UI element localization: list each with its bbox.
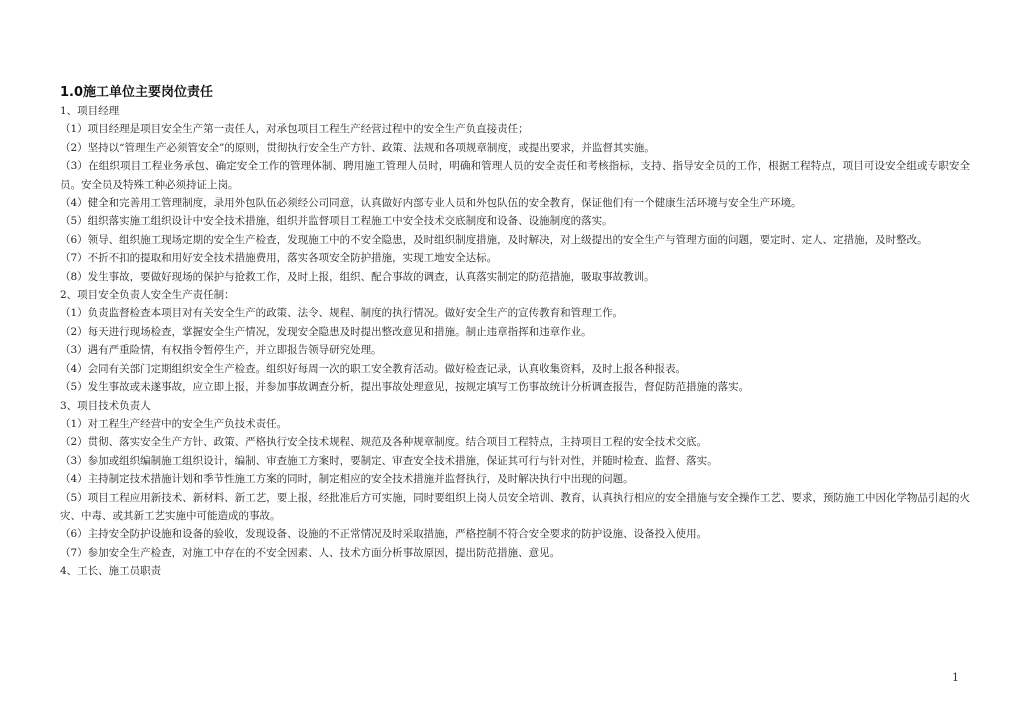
paragraph: （3）遇有严重险情，有权指令暂停生产，并立即报告领导研究处理。 bbox=[60, 344, 382, 357]
paragraph: （7）参加安全生产检查，对施工中存在的不安全因素、人、技术方面分析事故原因，提出防范措施、意见。 bbox=[60, 546, 561, 559]
paragraph: （6）领导、组织施工现场定期的安全生产检查，发现施工中的不安全隐患，及时组织制度措施，及时解决，对上级提出的安全生产与管理方面的问题，要定时、定人、定措施，及时整改。 bbox=[60, 233, 928, 246]
page-number: 1 bbox=[952, 671, 959, 684]
paragraph: （6）主持安全防护设施和设备的验收，发现设备、设施的不正常情况及时采取措施，严格控制不符合安全要求的防护设施、设备投入使用。 bbox=[60, 528, 708, 541]
paragraph: （2）贯彻、落实安全生产方针、政策、严格执行安全技术规程、规范及各种规章制度。结合项目工程特点，主持项目工程的安全技术交底。 bbox=[60, 436, 708, 449]
heading-project-manager: 1、项目经理 bbox=[60, 105, 120, 117]
paragraph: （5）发生事故或未遂事故，应立即上报，并参加事故调查分析，提出事故处理意见，按规定填写工伤事故统计分析调查报告，督促防范措施的落实。 bbox=[60, 381, 750, 394]
paragraph: （1）项目经理是项目安全生产第一责任人，对承包项目工程生产经营过程中的安全生产负直接责任； bbox=[60, 123, 529, 136]
paragraph: （5）项目工程应用新技术、新材料、新工艺，要上报，经批准后方可实施，同时要组织上岗人员安全培训、教育，认真执行相应的安全措施与安全操作工艺、要求，预防施工中因化学物品引起的火灾、中毒、或其新工艺实施中可能造成的事故。 bbox=[60, 491, 970, 522]
paragraph: （5）组织落实施工组织设计中安全技术措施，组织并监督项目工程施工中安全技术交底制度和设备、设施制度的落实。 bbox=[60, 215, 613, 228]
heading-safety-officer: 2、项目安全负责人安全生产责任制： bbox=[60, 289, 235, 302]
paragraph: （8）发生事故，要做好现场的保护与抢救工作，及时上报，组织、配合事故的调查，认真落实制定的防范措施，吸取事故教训。 bbox=[60, 270, 655, 283]
document-body bbox=[60, 84, 970, 581]
paragraph: （2）每天进行现场检查，掌握安全生产情况，发现安全隐患及时提出整改意见和措施。制止违章指挥和违章作业。 bbox=[60, 325, 592, 338]
paragraph: （7）不折不扣的提取和用好安全技术措施费用，落实各项安全防护措施，实现工地安全达标。 bbox=[60, 252, 498, 265]
paragraph: （4）主持制定技术措施计划和季节性施工方案的同时，制定相应的安全技术措施并监督执行，及时解决执行中出现的问题。 bbox=[60, 473, 634, 486]
paragraph: （3）在组织项目工程业务承包、确定安全工作的管理体制、聘用施工管理人员时，明确和管理人员的安全责任和考核指标，支持、指导安全员的工作，根据工程特点，项目可设安全组或专职安全员。安全员及特殊工种必须持证上岗。 bbox=[60, 160, 970, 191]
section-title: 1.0施工单位主要岗位责任 bbox=[60, 85, 214, 100]
heading-foreman: 4、工长、施工员职责 bbox=[60, 565, 162, 578]
paragraph: （4）健全和完善用工管理制度，录用外包队伍必须经公司同意，认真做好内部专业人员和外包队伍的安全教育，保证他们有一个健康生活环境与安全生产环境。 bbox=[60, 197, 802, 210]
heading-technical-lead: 3、项目技术负责人 bbox=[60, 399, 151, 412]
paragraph: （1）负责监督检查本项目对有关安全生产的政策、法令、规程、制度的执行情况。做好安全生产的宣传教育和管理工作。 bbox=[60, 307, 624, 320]
paragraph: （4）会同有关部门定期组织安全生产检查。组织好每周一次的职工安全教育活动。做好检查记录，认真收集资料，及时上报各种报表。 bbox=[60, 362, 687, 375]
paragraph: （1）对工程生产经营中的安全生产负技术责任。 bbox=[60, 417, 288, 430]
paragraph: （2）坚持以“管理生产必须管安全”的原则，贯彻执行安全生产方针、政策、法规和各项规章制度，或提出要求，并监督其实施。 bbox=[60, 141, 655, 154]
paragraph: （3）参加或组织编制施工组织设计，编制、审查施工方案时，要制定、审查安全技术措施，保证其可行与针对性，并随时检查、监督、落实。 bbox=[60, 454, 718, 467]
